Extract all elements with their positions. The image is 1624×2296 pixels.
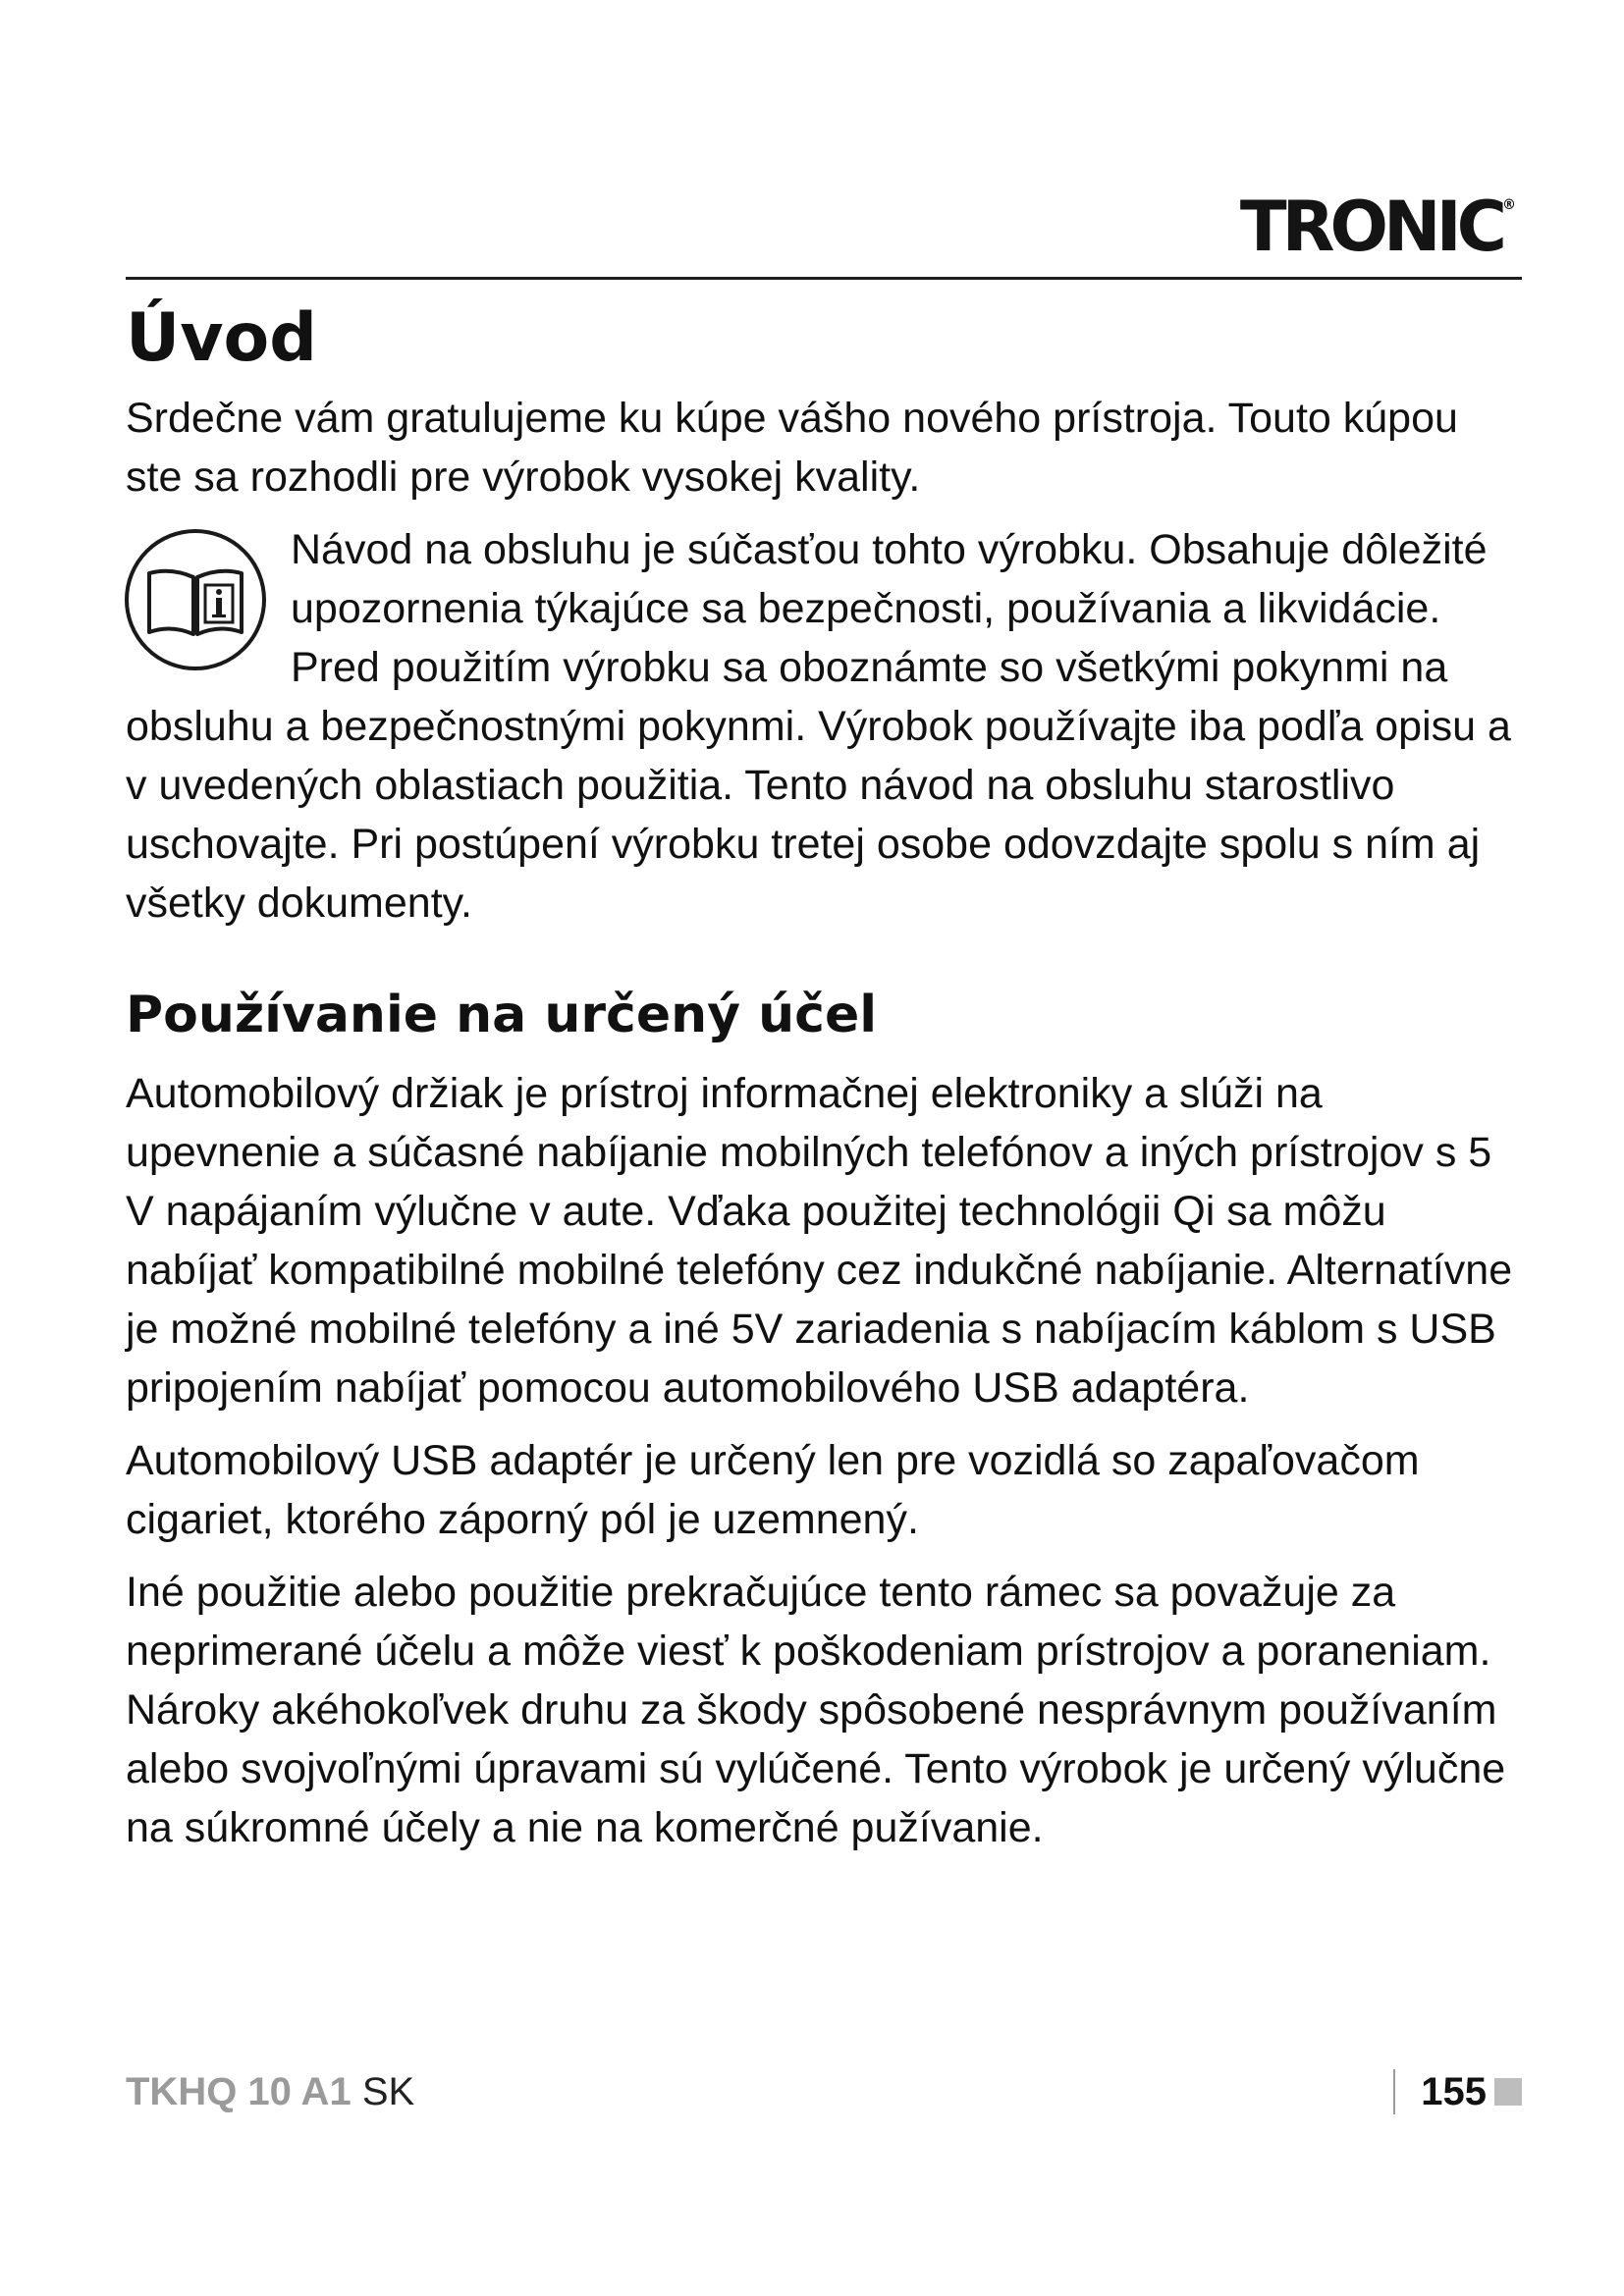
footer-page [1393,2067,1522,2116]
intro-heading: Úvod [126,299,317,377]
intro-paragraph-1: Srdečne vám gratulujeme ku kúpe vášho nového prístroja. Touto kúpou ste sa rozhodli pre výrobok vysokej kvality. [126,395,1458,501]
intended-use-paragraph-2: Automobilový USB adaptér je určený len pre vozidlá so zapaľovačom cigariet, ktorého záporný pól je uzemnený. [126,1437,1420,1543]
footer-model-info [126,2067,414,2116]
intended-use-paragraph-1: Automobilový držiak je prístroj informačnej elektroniky a slúži na upevnenie a súčasné nabíjanie mobilných telefónov a iných prístrojov s 5 V napájaním výlučne v aute. Vďaka použitej technológii Qi sa môžu nabíjať kompatibilné mobilné telefóny cez indukčné nabíjanie. Alternatívne je možné mobilné telefóny a iné 5V zariadenia s nabíjacím káblom s USB pripojením nabíjať pomocou automobilového USB adaptéra. [126,1070,1513,1412]
registered-mark: ® [1502,197,1516,213]
footer-model: TKHQ 10 A1 [126,2070,352,2113]
intended-use-heading: Používanie na určený účel [126,986,878,1044]
brand-name: TRONIC [1239,187,1502,267]
header-rule [126,277,1522,280]
page-marker-square [1494,2078,1522,2106]
page-number: 155 [1421,2069,1487,2113]
footer-language: SK [361,2070,415,2113]
intro-paragraph-2: Návod na obsluhu je súčasťou tohto výrobku. Obsahuje dôležité upozornenia týkajúce sa bezpečnosti, používania a likvidácie. Pred použitím výrobku sa oboznámte so všetkými pokynmi na obsluhu a bezpečnostnými pokynmi. Výrobok používajte iba podľa opisu a v uvedených oblastiach použitia. Tento návod na obsluhu starostlivo uschovajte. Pri postúpení výrobku tretej osobe odovzdajte spolu s ním aj všetky dokumenty. [126,526,1511,927]
manual-notice [126,520,1524,933]
brand-logo [1239,187,1516,267]
intended-use-paragraph-3: Iné použitie alebo použitie prekračujúce tento rámec sa považuje za neprimerané účelu a môže viesť k poškodeniam prístrojov a poraneniam. Nároky akéhokoľvek druhu za škody spôsobené nesprávnym používaním alebo svojvoľnými úpravami sú vylúčené. Tento výrobok je určený výlučne na súkromné účely a nie na komerčné pužívanie. [126,1569,1506,1851]
manual-info-icon [122,526,269,673]
footer-divider [1393,2069,1395,2114]
page-content [126,294,1524,1871]
